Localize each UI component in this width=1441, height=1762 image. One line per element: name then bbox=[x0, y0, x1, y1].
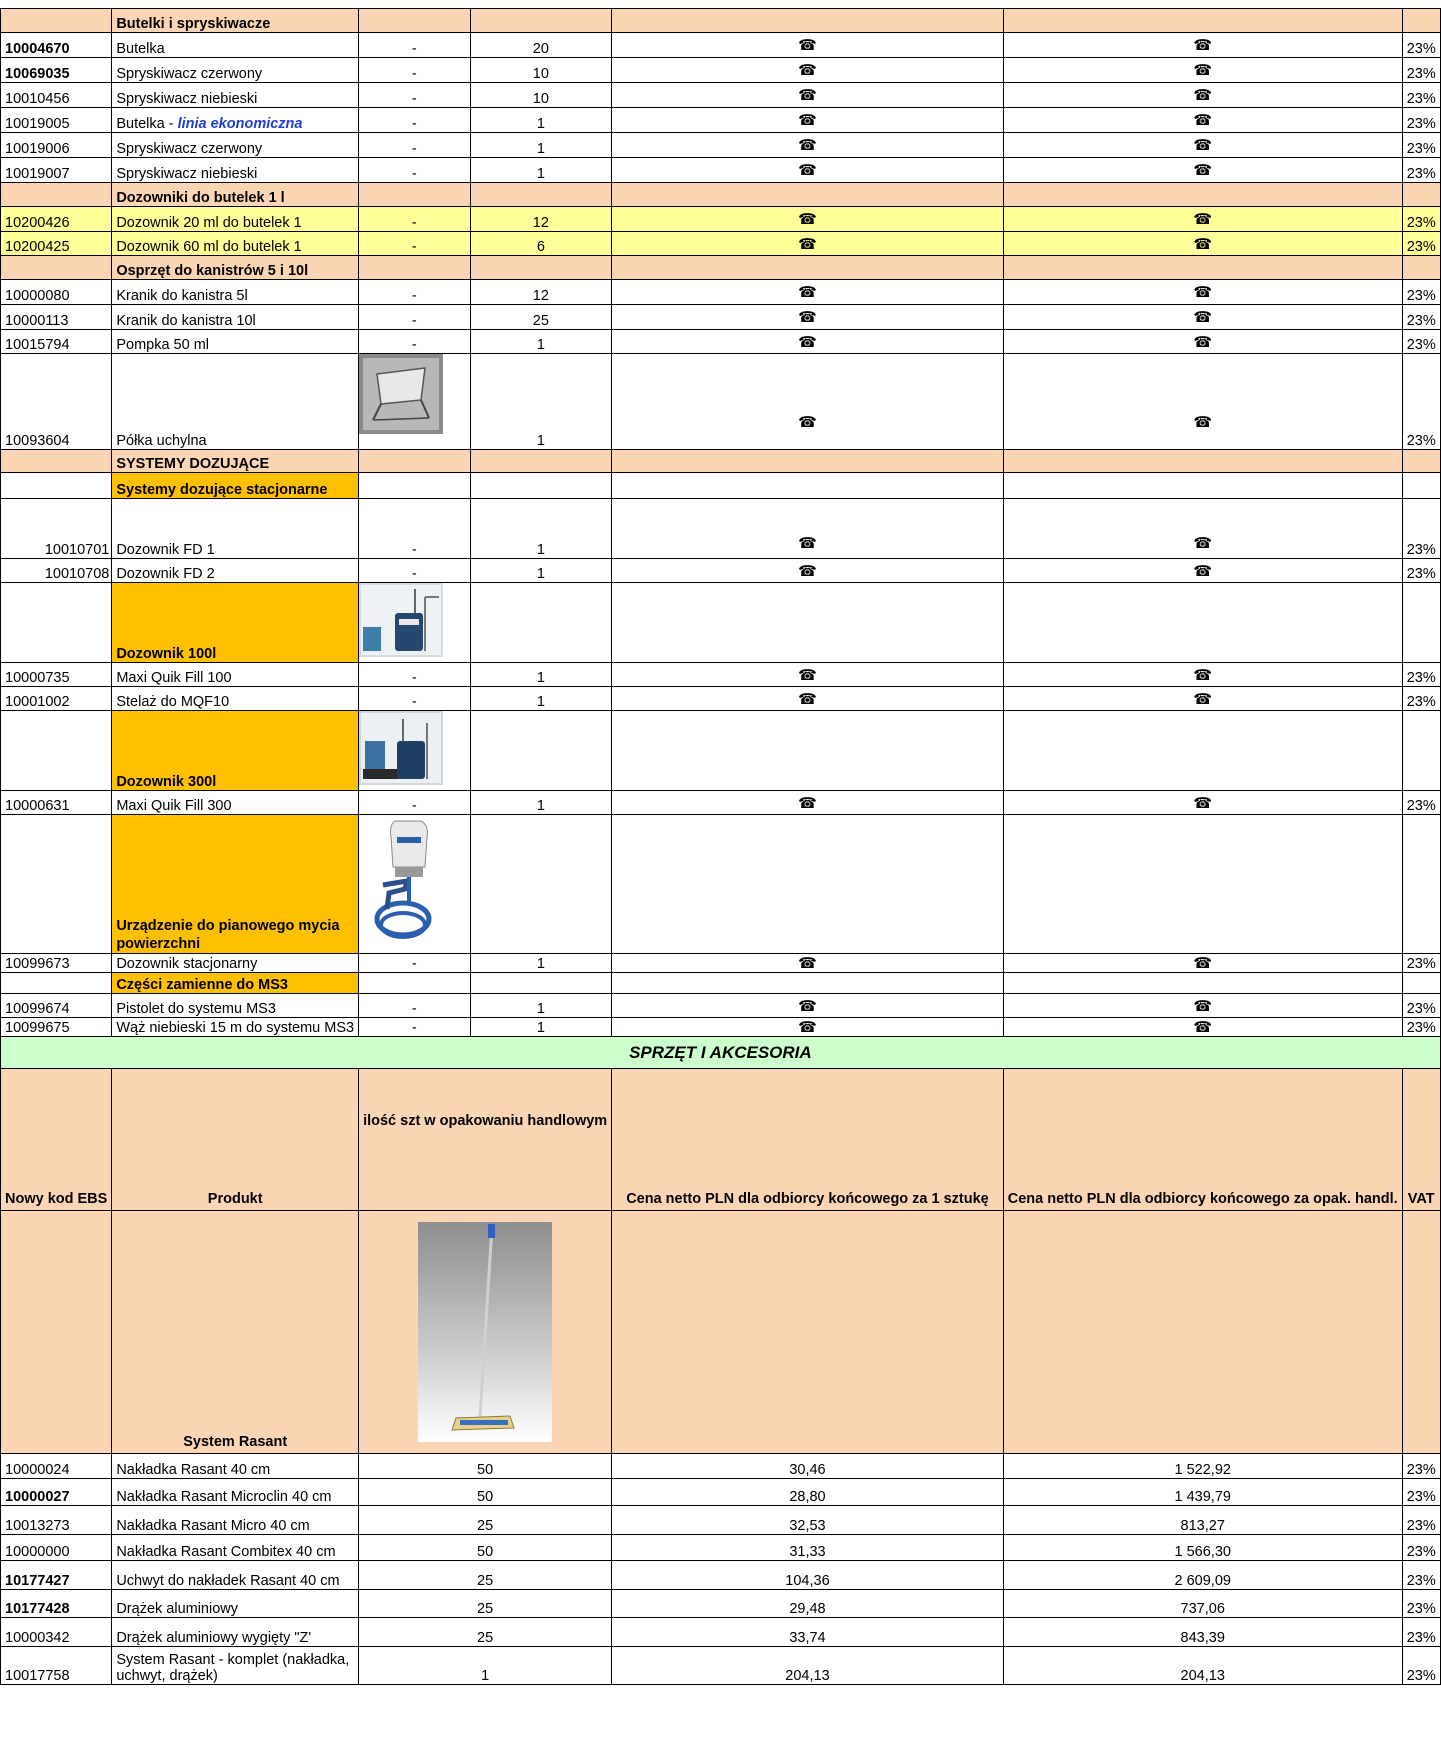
product-code: 10069035 bbox=[1, 58, 112, 83]
product-name: Spryskiwacz niebieski bbox=[112, 158, 359, 183]
dash-cell: - bbox=[359, 687, 470, 711]
table-row bbox=[1, 1535, 1441, 1561]
product-code: 10000080 bbox=[1, 280, 112, 305]
vat-cell: 23% bbox=[1402, 108, 1440, 133]
product-name: Maxi Quik Fill 300 bbox=[112, 791, 359, 815]
product-name: Dozownik 20 ml do butelek 1 bbox=[112, 207, 359, 232]
product-code: 10099673 bbox=[1, 954, 112, 973]
qty-cell: 1 bbox=[470, 133, 612, 158]
qty-cell: 10 bbox=[470, 83, 612, 108]
table-row bbox=[1, 687, 1441, 711]
phone-icon: ☎ bbox=[1003, 330, 1402, 354]
product-code: 10000342 bbox=[1, 1618, 112, 1647]
unit-price-cell: 104,36 bbox=[612, 1561, 1004, 1590]
table-row bbox=[1, 133, 1441, 158]
qty-cell: 50 bbox=[359, 1535, 612, 1561]
section-banner-row bbox=[1, 1037, 1441, 1069]
pack-price-cell: 1 522,92 bbox=[1003, 1454, 1402, 1479]
dash-cell: - bbox=[359, 330, 470, 354]
product-line-label: linia ekonomiczna bbox=[177, 116, 303, 132]
dispenser-300l-image bbox=[359, 711, 443, 785]
vat-cell: 23% bbox=[1402, 954, 1440, 973]
phone-icon: ☎ bbox=[612, 133, 1004, 158]
product-code: 10010456 bbox=[1, 83, 112, 108]
phone-icon: ☎ bbox=[1003, 207, 1402, 232]
table-row bbox=[1, 1018, 1441, 1037]
product-name: Kranik do kanistra 5l bbox=[112, 280, 359, 305]
phone-icon: ☎ bbox=[612, 108, 1004, 133]
vat-cell: 23% bbox=[1402, 133, 1440, 158]
phone-icon: ☎ bbox=[612, 158, 1004, 183]
product-name bbox=[112, 108, 359, 133]
subsection-title: Dozownik 100l bbox=[112, 583, 359, 663]
subsection-row bbox=[1, 583, 1441, 663]
dash-cell: - bbox=[359, 791, 470, 815]
product-code: 10010708 bbox=[1, 559, 112, 583]
table-row bbox=[1, 559, 1441, 583]
col-header-code: Nowy kod EBS bbox=[1, 1069, 112, 1211]
vat-cell: 23% bbox=[1402, 1535, 1440, 1561]
vat-cell: 23% bbox=[1402, 1561, 1440, 1590]
vat-cell: 23% bbox=[1402, 232, 1440, 256]
product-code: 10177428 bbox=[1, 1590, 112, 1618]
col-header-price-pack: Cena netto PLN dla odbiorcy końcowego za opak. handl. bbox=[1003, 1069, 1402, 1211]
phone-icon: ☎ bbox=[612, 280, 1004, 305]
qty-cell: 1 bbox=[470, 499, 612, 559]
product-code: 10000024 bbox=[1, 1454, 112, 1479]
phone-icon: ☎ bbox=[612, 83, 1004, 108]
subsection-title: Urządzenie do pianowego mycia powierzchni bbox=[112, 815, 359, 954]
phone-icon: ☎ bbox=[1003, 687, 1402, 711]
dash-cell: - bbox=[359, 305, 470, 330]
section-title: Butelki i spryskiwacze bbox=[112, 9, 359, 33]
product-name: Pistolet do systemu MS3 bbox=[112, 994, 359, 1018]
phone-icon: ☎ bbox=[1003, 1018, 1402, 1037]
qty-cell: 12 bbox=[470, 280, 612, 305]
product-name: Dozownik 60 ml do butelek 1 bbox=[112, 232, 359, 256]
vat-cell: 23% bbox=[1402, 83, 1440, 108]
phone-icon: ☎ bbox=[1003, 108, 1402, 133]
unit-price-cell: 33,74 bbox=[612, 1618, 1004, 1647]
pack-price-cell: 737,06 bbox=[1003, 1590, 1402, 1618]
unit-price-cell: 204,13 bbox=[612, 1647, 1004, 1685]
dash-cell: - bbox=[359, 663, 470, 687]
foam-unit-image bbox=[359, 815, 443, 949]
product-name: Butelka bbox=[112, 33, 359, 58]
qty-cell: 6 bbox=[470, 232, 612, 256]
product-code: 10000027 bbox=[1, 1479, 112, 1506]
vat-cell: 23% bbox=[1402, 33, 1440, 58]
product-code: 10001002 bbox=[1, 687, 112, 711]
product-name: Dozownik FD 2 bbox=[112, 559, 359, 583]
phone-icon: ☎ bbox=[1003, 280, 1402, 305]
pack-price-cell: 204,13 bbox=[1003, 1647, 1402, 1685]
qty-cell: 25 bbox=[359, 1506, 612, 1535]
subsection-row bbox=[1, 711, 1441, 791]
pack-price-cell: 2 609,09 bbox=[1003, 1561, 1402, 1590]
qty-cell: 20 bbox=[470, 33, 612, 58]
vat-cell: 23% bbox=[1402, 1454, 1440, 1479]
qty-cell: 1 bbox=[470, 1018, 612, 1037]
qty-cell: 12 bbox=[470, 207, 612, 232]
dash-cell: - bbox=[359, 58, 470, 83]
qty-cell: 1 bbox=[470, 158, 612, 183]
table-row bbox=[1, 354, 1441, 450]
table-row bbox=[1, 1647, 1441, 1685]
subsection-row bbox=[1, 815, 1441, 954]
product-code: 10093604 bbox=[1, 354, 112, 450]
table-row bbox=[1, 663, 1441, 687]
vat-cell: 23% bbox=[1402, 158, 1440, 183]
vat-cell: 23% bbox=[1402, 1647, 1440, 1685]
product-code: 10099675 bbox=[1, 1018, 112, 1037]
qty-cell: 1 bbox=[470, 687, 612, 711]
qty-cell: 1 bbox=[470, 954, 612, 973]
vat-cell: 23% bbox=[1402, 663, 1440, 687]
unit-price-cell: 31,33 bbox=[612, 1535, 1004, 1561]
product-image-cell bbox=[359, 583, 470, 663]
product-image-cell bbox=[359, 815, 470, 954]
product-code: 10019006 bbox=[1, 133, 112, 158]
vat-cell: 23% bbox=[1402, 207, 1440, 232]
vat-cell: 23% bbox=[1402, 1479, 1440, 1506]
table-row bbox=[1, 994, 1441, 1018]
section-header-row bbox=[1, 256, 1441, 280]
unit-price-cell: 30,46 bbox=[612, 1454, 1004, 1479]
product-code: 10000000 bbox=[1, 1535, 112, 1561]
phone-icon: ☎ bbox=[612, 954, 1004, 973]
dash-cell: - bbox=[359, 559, 470, 583]
table-row bbox=[1, 58, 1441, 83]
table-row bbox=[1, 280, 1441, 305]
qty-cell: 1 bbox=[470, 354, 612, 450]
qty-cell: 25 bbox=[470, 305, 612, 330]
unit-price-cell: 32,53 bbox=[612, 1506, 1004, 1535]
pack-price-cell: 813,27 bbox=[1003, 1506, 1402, 1535]
product-code: 10000113 bbox=[1, 305, 112, 330]
qty-cell: 1 bbox=[470, 791, 612, 815]
dispenser-100l-image bbox=[359, 583, 443, 657]
product-name: Uchwyt do nakładek Rasant 40 cm bbox=[112, 1561, 359, 1590]
subsection-title: Systemy dozujące stacjonarne bbox=[112, 473, 359, 499]
qty-cell: 50 bbox=[359, 1479, 612, 1506]
phone-icon: ☎ bbox=[612, 994, 1004, 1018]
product-name: Półka uchylna bbox=[112, 354, 359, 450]
dash-cell: - bbox=[359, 83, 470, 108]
phone-icon: ☎ bbox=[1003, 33, 1402, 58]
qty-cell: 1 bbox=[470, 663, 612, 687]
phone-icon: ☎ bbox=[1003, 994, 1402, 1018]
subsection-row bbox=[1, 973, 1441, 994]
phone-icon: ☎ bbox=[1003, 83, 1402, 108]
product-name: Nakładka Rasant 40 cm bbox=[112, 1454, 359, 1479]
product-name: Pompka 50 ml bbox=[112, 330, 359, 354]
col-header-product: Produkt bbox=[112, 1069, 359, 1211]
vat-cell: 23% bbox=[1402, 305, 1440, 330]
product-name: Spryskiwacz niebieski bbox=[112, 83, 359, 108]
table-row bbox=[1, 232, 1441, 256]
shelf-image bbox=[359, 354, 443, 434]
group-title: System Rasant bbox=[112, 1211, 359, 1454]
product-code: 10177427 bbox=[1, 1561, 112, 1590]
dash-cell: - bbox=[359, 954, 470, 973]
product-code: 10010701 bbox=[1, 499, 112, 559]
phone-icon: ☎ bbox=[612, 58, 1004, 83]
table-row bbox=[1, 330, 1441, 354]
table-row bbox=[1, 33, 1441, 58]
section-title: Osprzęt do kanistrów 5 i 10l bbox=[112, 256, 359, 280]
table-row bbox=[1, 158, 1441, 183]
table-row bbox=[1, 83, 1441, 108]
product-code: 10013273 bbox=[1, 1506, 112, 1535]
col-header-vat: VAT bbox=[1402, 1069, 1440, 1211]
qty-cell: 50 bbox=[359, 1454, 612, 1479]
phone-icon: ☎ bbox=[612, 330, 1004, 354]
product-name: Nakładka Rasant Combitex 40 cm bbox=[112, 1535, 359, 1561]
phone-icon: ☎ bbox=[612, 33, 1004, 58]
product-name: Nakładka Rasant Microclin 40 cm bbox=[112, 1479, 359, 1506]
table-row bbox=[1, 1454, 1441, 1479]
dash-cell: - bbox=[359, 280, 470, 305]
phone-icon: ☎ bbox=[612, 791, 1004, 815]
phone-icon: ☎ bbox=[612, 305, 1004, 330]
phone-icon: ☎ bbox=[612, 232, 1004, 256]
vat-cell: 23% bbox=[1402, 994, 1440, 1018]
pack-price-cell: 843,39 bbox=[1003, 1618, 1402, 1647]
section-header-row bbox=[1, 450, 1441, 473]
product-code: 10200425 bbox=[1, 232, 112, 256]
phone-icon: ☎ bbox=[1003, 559, 1402, 583]
product-code: 10200426 bbox=[1, 207, 112, 232]
vat-cell: 23% bbox=[1402, 330, 1440, 354]
col-header-price-unit: Cena netto PLN dla odbiorcy końcowego za 1 sztukę bbox=[612, 1069, 1004, 1211]
phone-icon: ☎ bbox=[1003, 791, 1402, 815]
phone-icon: ☎ bbox=[612, 207, 1004, 232]
qty-cell: 25 bbox=[359, 1618, 612, 1647]
group-row bbox=[1, 1211, 1441, 1454]
product-name: Maxi Quik Fill 100 bbox=[112, 663, 359, 687]
product-code: 10000631 bbox=[1, 791, 112, 815]
subsection-row bbox=[1, 473, 1441, 499]
phone-icon: ☎ bbox=[1003, 954, 1402, 973]
product-code: 10099674 bbox=[1, 994, 112, 1018]
table-row bbox=[1, 305, 1441, 330]
qty-cell: 10 bbox=[470, 58, 612, 83]
vat-cell: 23% bbox=[1402, 499, 1440, 559]
dash-cell: - bbox=[359, 499, 470, 559]
dash-cell: - bbox=[359, 1018, 470, 1037]
table-row bbox=[1, 1590, 1441, 1618]
product-code: 10017758 bbox=[1, 1647, 112, 1685]
table-row bbox=[1, 108, 1441, 133]
product-code: 10004670 bbox=[1, 33, 112, 58]
qty-cell: 25 bbox=[359, 1561, 612, 1590]
subsection-title: Dozownik 300l bbox=[112, 711, 359, 791]
vat-cell: 23% bbox=[1402, 1590, 1440, 1618]
table-row bbox=[1, 791, 1441, 815]
product-name: Drążek aluminiowy bbox=[112, 1590, 359, 1618]
pack-price-cell: 1 566,30 bbox=[1003, 1535, 1402, 1561]
dash-cell: - bbox=[359, 133, 470, 158]
col-header-qty: ilość szt w opakowaniu handlowym bbox=[359, 1069, 612, 1211]
phone-icon: ☎ bbox=[612, 354, 1004, 450]
vat-cell: 23% bbox=[1402, 559, 1440, 583]
phone-icon: ☎ bbox=[1003, 499, 1402, 559]
pack-price-cell: 1 439,79 bbox=[1003, 1479, 1402, 1506]
table-row bbox=[1, 1479, 1441, 1506]
subsection-title: Części zamienne do MS3 bbox=[112, 973, 359, 994]
product-image-cell bbox=[359, 354, 470, 450]
phone-icon: ☎ bbox=[1003, 133, 1402, 158]
phone-icon: ☎ bbox=[1003, 58, 1402, 83]
dash-cell: - bbox=[359, 108, 470, 133]
table-row bbox=[1, 499, 1441, 559]
phone-icon: ☎ bbox=[612, 663, 1004, 687]
phone-icon: ☎ bbox=[1003, 232, 1402, 256]
mop-image bbox=[418, 1222, 552, 1442]
column-header-row bbox=[1, 1069, 1441, 1211]
vat-cell: 23% bbox=[1402, 791, 1440, 815]
vat-cell: 23% bbox=[1402, 354, 1440, 450]
qty-cell: 1 bbox=[470, 108, 612, 133]
table-row bbox=[1, 1506, 1441, 1535]
table-row bbox=[1, 207, 1441, 232]
vat-cell: 23% bbox=[1402, 1618, 1440, 1647]
product-name: System Rasant - komplet (nakładka, uchwyt, drążek) bbox=[112, 1647, 359, 1685]
phone-icon: ☎ bbox=[612, 499, 1004, 559]
vat-cell: 23% bbox=[1402, 280, 1440, 305]
unit-price-cell: 28,80 bbox=[612, 1479, 1004, 1506]
section-banner: SPRZĘT I AKCESORIA bbox=[1, 1037, 1441, 1069]
dash-cell: - bbox=[359, 207, 470, 232]
product-name: Stelaż do MQF10 bbox=[112, 687, 359, 711]
section-header-row bbox=[1, 183, 1441, 207]
product-name: Nakładka Rasant Micro 40 cm bbox=[112, 1506, 359, 1535]
product-name-prefix: Butelka - bbox=[116, 116, 178, 132]
vat-cell: 23% bbox=[1402, 1018, 1440, 1037]
qty-cell: 1 bbox=[470, 330, 612, 354]
qty-cell: 1 bbox=[470, 994, 612, 1018]
table-row bbox=[1, 1618, 1441, 1647]
qty-cell: 1 bbox=[359, 1647, 612, 1685]
price-list-table bbox=[0, 8, 1441, 1685]
section-title: Dozowniki do butelek 1 l bbox=[112, 183, 359, 207]
product-code: 10019007 bbox=[1, 158, 112, 183]
product-name: Dozownik stacjonarny bbox=[112, 954, 359, 973]
phone-icon: ☎ bbox=[1003, 305, 1402, 330]
qty-cell: 1 bbox=[470, 559, 612, 583]
phone-icon: ☎ bbox=[1003, 158, 1402, 183]
phone-icon: ☎ bbox=[612, 1018, 1004, 1037]
phone-icon: ☎ bbox=[612, 687, 1004, 711]
phone-icon: ☎ bbox=[1003, 354, 1402, 450]
qty-cell: 25 bbox=[359, 1590, 612, 1618]
section-header-row bbox=[1, 9, 1441, 33]
vat-cell: 23% bbox=[1402, 687, 1440, 711]
product-name: Drążek aluminiowy wygięty "Z' bbox=[112, 1618, 359, 1647]
product-image-cell bbox=[359, 1211, 612, 1454]
dash-cell: - bbox=[359, 232, 470, 256]
product-image-cell bbox=[359, 711, 470, 791]
vat-cell: 23% bbox=[1402, 1506, 1440, 1535]
vat-cell: 23% bbox=[1402, 58, 1440, 83]
product-code: 10015794 bbox=[1, 330, 112, 354]
table-row bbox=[1, 954, 1441, 973]
product-name: Dozownik FD 1 bbox=[112, 499, 359, 559]
phone-icon: ☎ bbox=[1003, 663, 1402, 687]
product-name: Spryskiwacz czerwony bbox=[112, 133, 359, 158]
product-code: 10000735 bbox=[1, 663, 112, 687]
dash-cell: - bbox=[359, 994, 470, 1018]
product-code: 10019005 bbox=[1, 108, 112, 133]
product-name: Spryskiwacz czerwony bbox=[112, 58, 359, 83]
unit-price-cell: 29,48 bbox=[612, 1590, 1004, 1618]
dash-cell: - bbox=[359, 158, 470, 183]
product-name: Wąż niebieski 15 m do systemu MS3 bbox=[112, 1018, 359, 1037]
product-name: Kranik do kanistra 10l bbox=[112, 305, 359, 330]
table-row bbox=[1, 1561, 1441, 1590]
dash-cell: - bbox=[359, 33, 470, 58]
section-title: SYSTEMY DOZUJĄCE bbox=[112, 450, 359, 473]
phone-icon: ☎ bbox=[612, 559, 1004, 583]
